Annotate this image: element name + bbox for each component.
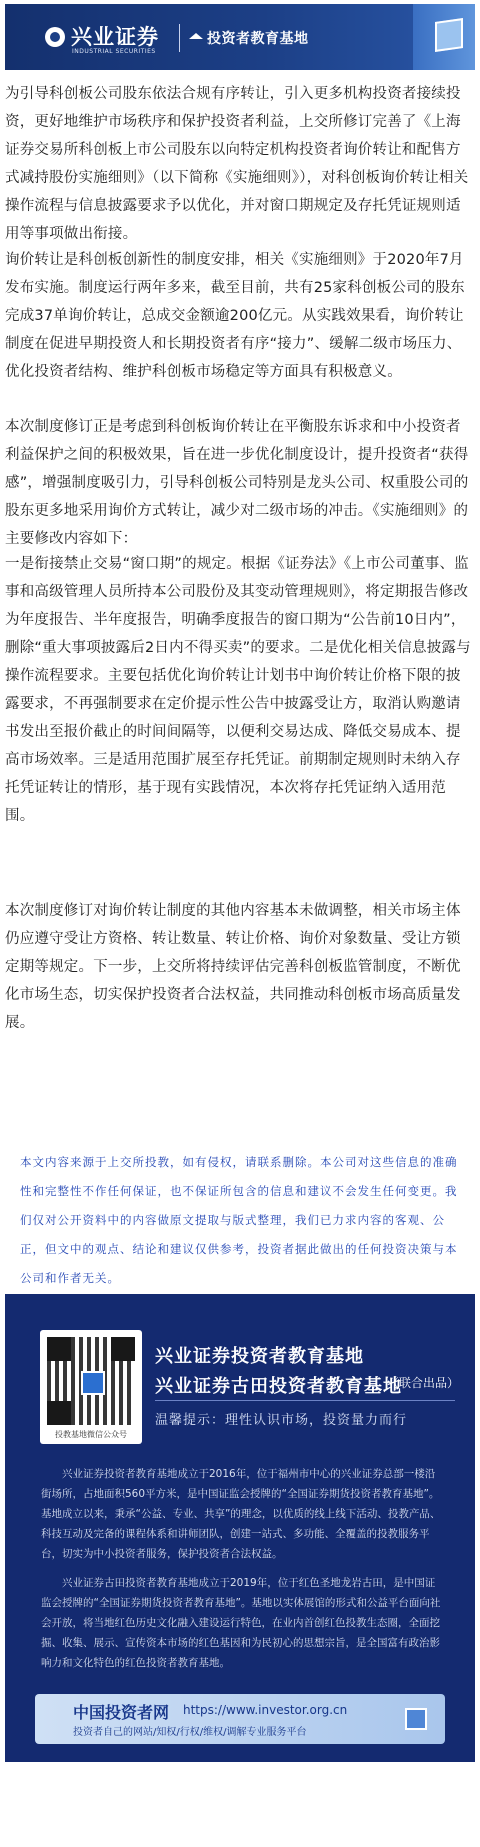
article-paragraph: 询价转让是科创板创新性的制度安排，相关《实施细则》于2020年7月发布实施。制度运行两年多来，截至目前，共有25家科创板公司的股东完成37单询价转让，总成交金额逾200亿元。从实践效果看，询价转让制度在促进早期投资人和长期投资者有序“接力”、缓解二级市场压力、优化投资者结构、维护科创板市场稳定等方面具有积极意义。 <box>5 252 465 380</box>
footer-intro-2: 兴业证券古田投资者教育基地成立于2019年，位于红色圣地龙岩古田，是中国证监会授牌的“全国证券期货投资者教育基地”。基地以实体展馆的形式和公益平台面向社会开放，将当地红色历史文化融入建设运行特色，在业内首创红色投教生态圈，全面挖掘、收集、展示、宣传资本市场的红色基因和为民初心的思想宗旨，是全国富有政治影响力和文化特色的红色投资者教育基地。 <box>41 1577 441 1669</box>
article-paragraph: 为引导科创板公司股东依法合规有序转让，引入更多机构投资者接续投资，更好地维护市场秩序和保护投资者利益，上交所修订完善了《上海证券交易所科创板上市公司股东以向特定机构投资者询价转让和配售方式减持股份实施细则》（以下简称《实施细则》），对科创板询价转让相关操作流程与信息披露要求予以优化，并对窗口期规定及存托凭证规则适用等事项做出衔接。 <box>5 86 469 242</box>
footer-divider <box>155 1400 455 1401</box>
header-divider <box>179 24 180 52</box>
investor-site-banner[interactable] <box>35 1694 445 1744</box>
footer-card <box>5 1294 475 1762</box>
article-paragraph: 本次制度修订对询价转让制度的其他内容基本未做调整，相关市场主体仍应遵守受让方资格、转让数量、转让价格、询价对象数量、受让方锁定期等规定。下一步，上交所将持续评估完善科创板监管制度，不断优化市场生态，切实保护投资者合法权益，共同推动科创板市场高质量发展。 <box>5 903 461 1031</box>
article-paragraph: 一是衔接禁止交易“窗口期”的规定。根据《证券法》《上市公司董事、监事和高级管理人员所持本公司股份及其变动管理规则》，将定期报告修改为年度报告、半年度报告，明确季度报告的窗口期为“公告前10日内”，删除“重大事项披露后2日内不得买卖”的要求。二是优化相关信息披露与操作流程要求。主要包括优化询价转让计划书中询价转让价格下限的披露要求，不再强制要求在定价提示性公告中披露受让方，取消认购邀请书发出至报价截止的时间间隔等，以便利交易达成、降低交易成本、提高市场效率。三是适用范围扩展至存托凭证。前期制定规则时未纳入存托凭证转让的情形，基于现有实践情况，本次将存托凭证纳入适用范围。 <box>5 556 471 824</box>
brand-name-en: INDUSTRIAL SECURITIES <box>72 48 156 55</box>
company-logo-icon <box>45 27 65 47</box>
qr-caption: 投教基地微信公众号 <box>55 1430 127 1439</box>
site-name: 中国投资者网 <box>73 1703 170 1722</box>
footer-intro-1: 兴业证券投资者教育基地成立于2016年，位于福州市中心的兴业证券总部一楼沿街场所，占地面积560平方米，是中国证监会授牌的“全国证券期货投资者教育基地”。基地成立以来，秉承“公益、专业、共享”的理念，以优质的线上线下活动、投教产品、科技互动及完备的课程体系和讲师团队，创建一站式、多功能、全覆盖的投教服务平台，切实为中小投资者服务，保护投资者合法权益。 <box>41 1468 441 1560</box>
graduation-cap-icon <box>189 33 203 39</box>
footer-title-1: 兴业证券投资者教育基地 <box>155 1346 364 1367</box>
brand-name: 兴业证券 <box>71 25 159 49</box>
wechat-qr-code[interactable] <box>40 1330 142 1444</box>
header-subtitle: 投资者教育基地 <box>207 31 309 47</box>
footer-title-2: 兴业证券古田投资者教育基地 <box>155 1376 402 1397</box>
site-url-link[interactable]: https://www.investor.org.cn <box>183 1703 348 1717</box>
footer-tip: 温馨提示：理性认识市场，投资量力而行 <box>155 1413 408 1428</box>
cube-icon <box>435 18 463 52</box>
joint-label: （联合出品） <box>387 1376 460 1390</box>
cube-icon <box>405 1708 427 1730</box>
disclaimer-text: 本文内容来源于上交所投教，如有侵权，请联系删除。本公司对这些信息的准确性和完整性不作任何保证，也不保证所包含的信息和建议不会发生任何变更。我们仅对公开资料中的内容做原文提取与版式整理，我们已力求内容的客观、公正，但文中的观点、结论和建议仅供参考，投资者据此做出的任何投资决策与本公司和作者无关。 <box>20 1155 458 1285</box>
site-slogan: 投资者自己的网站/知权/行权/维权/调解专业服务平台 <box>73 1727 307 1738</box>
article-paragraph: 本次制度修订正是考虑到科创板询价转让在平衡股东诉求和中小投资者利益保护之间的积极效果，旨在进一步优化制度设计，提升投资者“获得感”，增强制度吸引力，引导科创板公司特别是龙头公司、权重股公司的股东更多地采用询价方式转让，减少对二级市场的冲击。《实施细则》的主要修改内容如下： <box>5 419 469 547</box>
qr-logo-icon <box>81 1371 105 1395</box>
header-banner <box>5 4 475 70</box>
